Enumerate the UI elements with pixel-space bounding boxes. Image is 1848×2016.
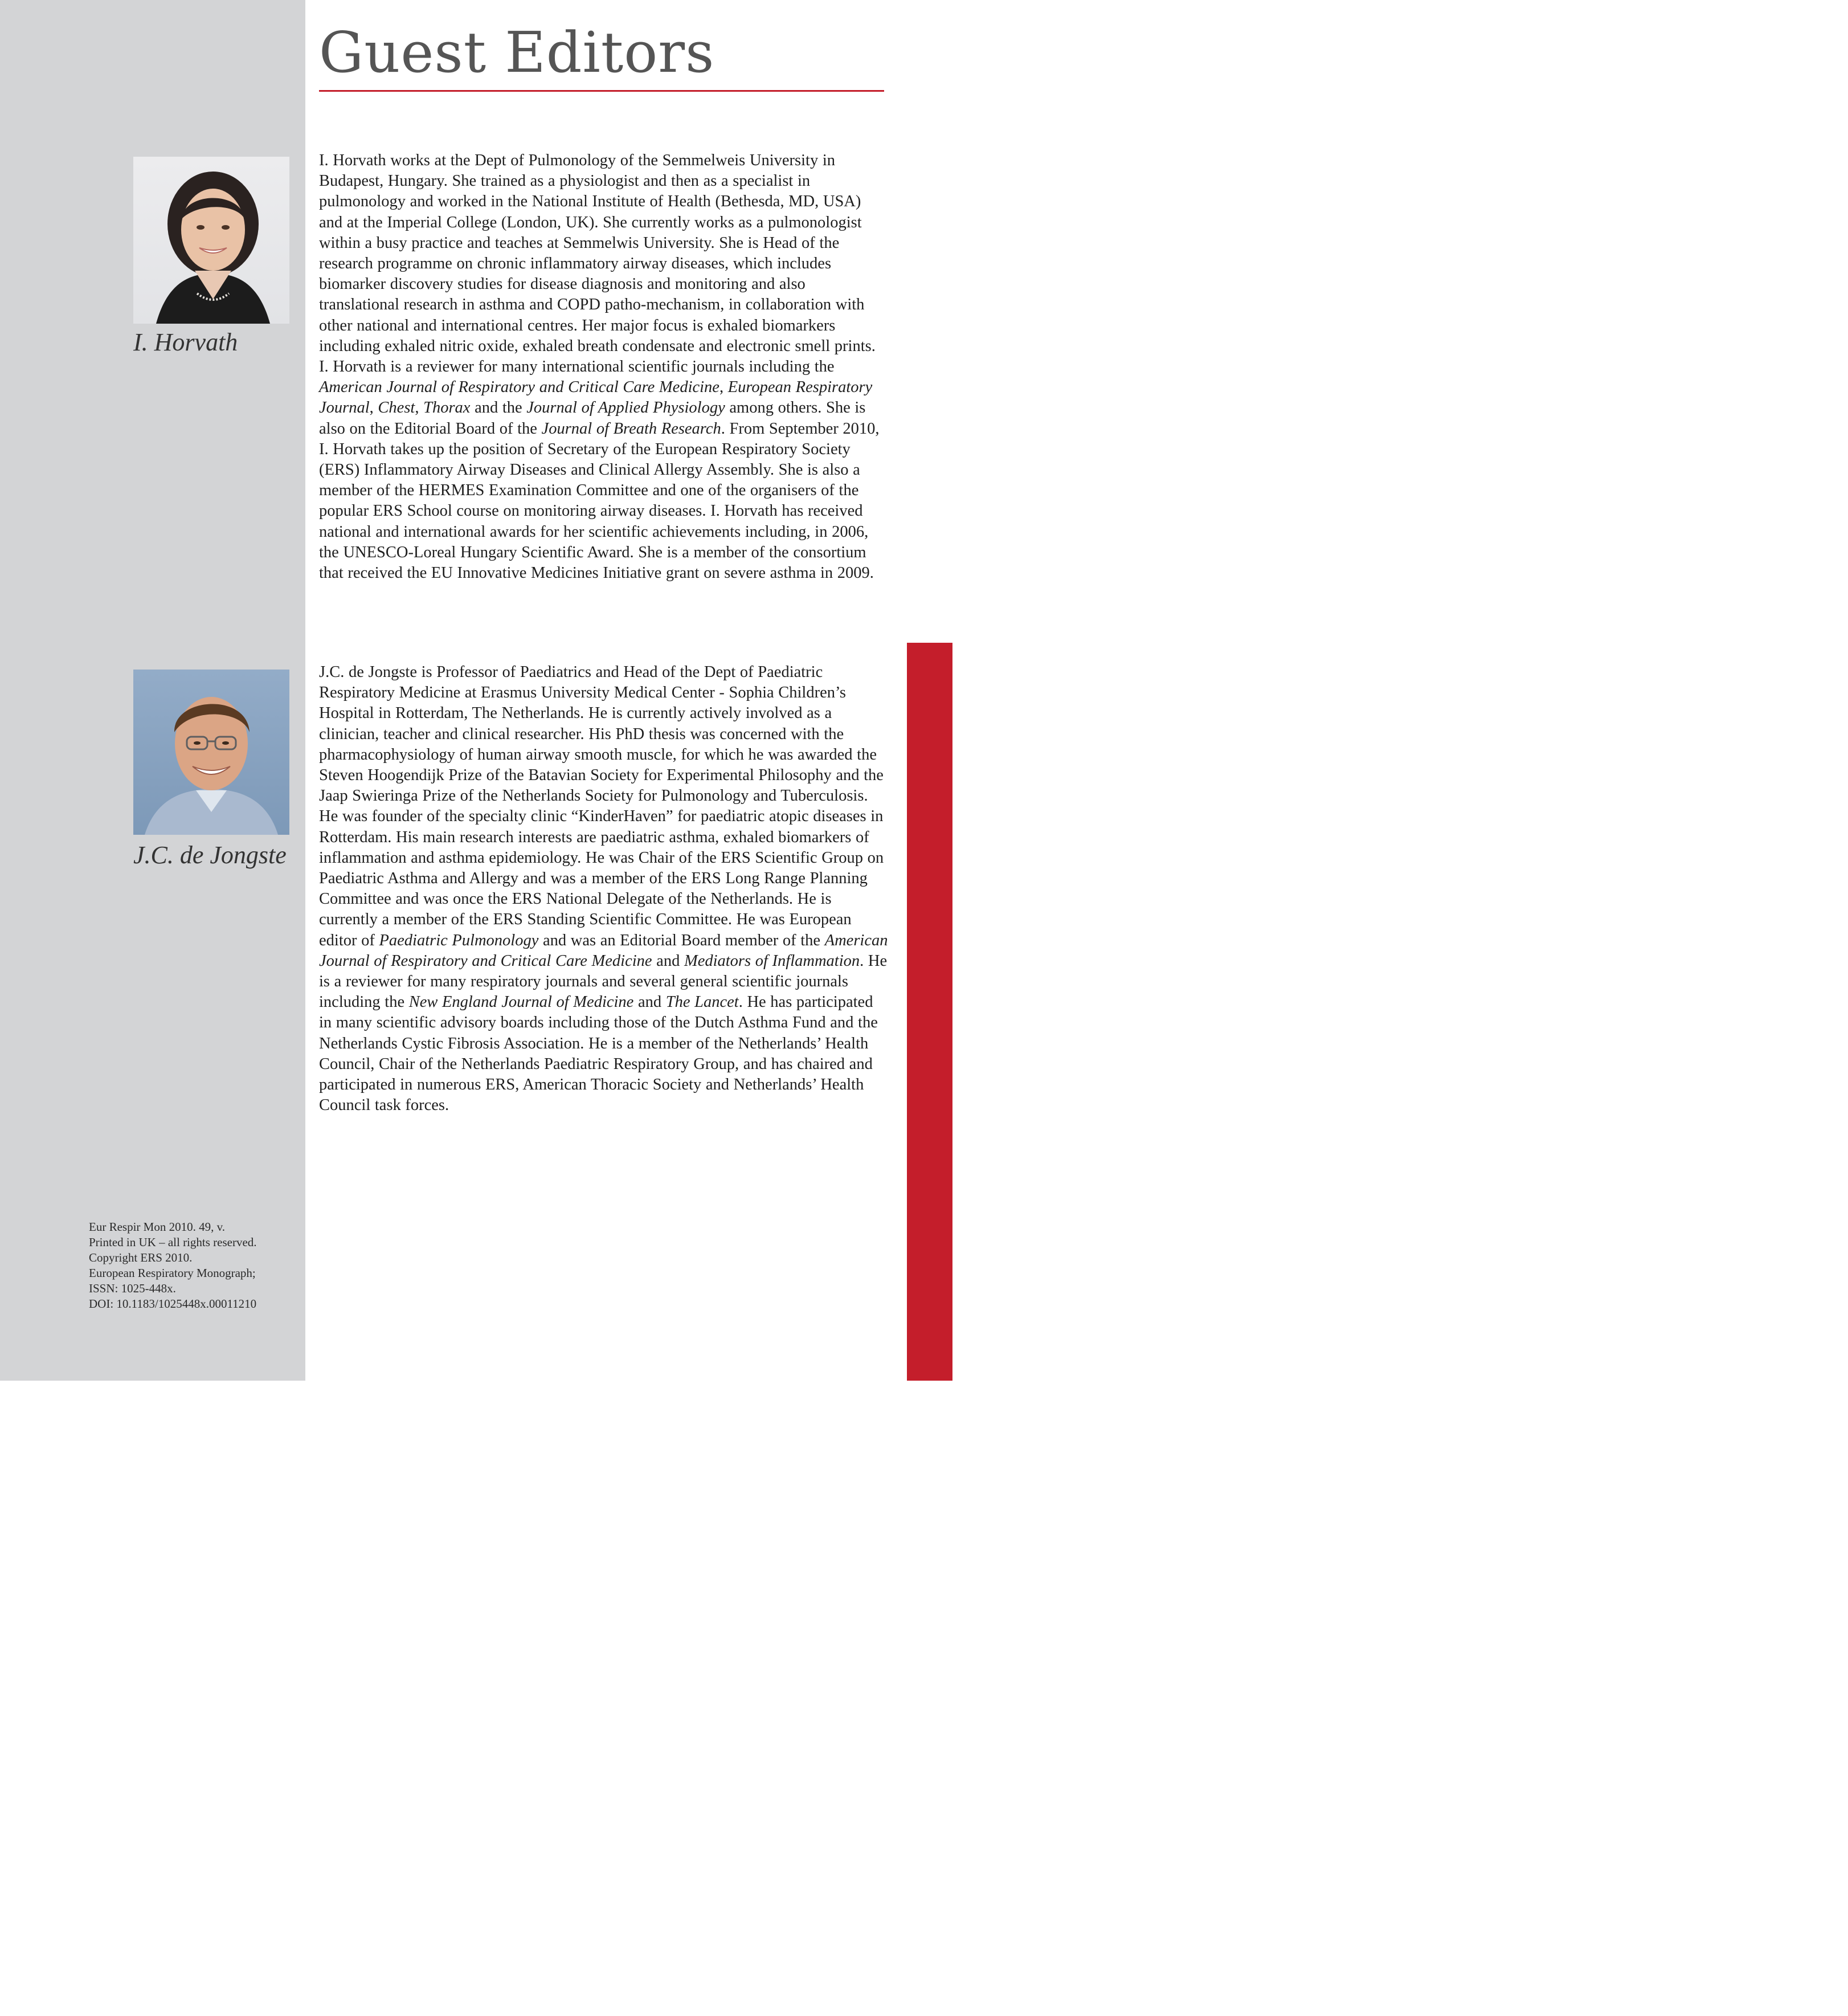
bio-text: , [415,399,424,417]
citation-issn: ISSN: 1025-448x. [89,1282,176,1295]
bio-text: . From September 2010, I. Horvath takes up the position of Secretary of the European Respiratory Society (ERS) Inflammatory Airway Diseases and Clinical Allergy Assembly. She is also a member of the HERMES Examination Committee and one of the organisers of the popular ERS School course on monitoring airway diseases. I. Horvath has received national and international awards for her scientific achievements including, in 2006, the UNESCO-Loreal Hungary Scientific Award. She is a member of the consortium that received the EU Innovative Medicines Initiative grant on severe asthma in 2009. [319,419,880,582]
title-underline [319,90,884,92]
journal-title: American Journal of Respiratory and Critical Care Medicine [319,931,888,970]
journal-title: European Respiratory Journal [319,378,873,417]
next-page-arrow-icon[interactable]: > [1825,1996,1848,2013]
bio-text: I. Horvath works at the Dept of Pulmonology of the Semmelweis University in Budapest, Hungary. She trained as a physiologist and then as a specialist in pulmonology and worked in the National Institute of Health (Bethesda, MD, USA) and at the Imperial College (London, UK). She currently works as a pulmonologist within a busy practice and teaches at Semmelwis University. She is Head of the research programme on chronic inflammatory airway diseases, which includes biomarker discovery studies for disease diagnosis and monitoring and also translational research in asthma and COPD patho-mechanism, in collaboration with other national and international centres. Her major focus is exhaled biomarkers including exhaled nitric oxide, exhaled breath condensate and electronic smell prints. I. Horvath is a reviewer for many international scientific journals including the [319,152,876,376]
journal-title: Journal of Applied Physiology [526,399,725,417]
citation-doi: DOI: 10.1183/1025448x.00011210 [89,1297,257,1311]
bio-text: . He is a reviewer for many respiratory journals and several general scientific journals including the [319,952,888,1011]
journal-title: American Journal of Respiratory and Critical Care Medicine [319,378,719,397]
journal-title: New England Journal of Medicine [408,993,634,1011]
portrait-photo-man-icon [133,670,289,835]
bio-text: . He has participated in many scientific advisory boards including those of the Dutch Asthma Fund and the Netherlands Cystic Fibrosis Association. He is a member of the Netherlands’ Health Council, Chair of the Netherlands Paediatric Respiratory Group, and has chaired and participated in numerous ERS, American Thoracic Society and Netherlands’ Health Council task forces. [319,993,878,1115]
red-side-tab [907,643,1848,2013]
journal-title: Paediatric Pulmonology [379,931,539,949]
editor-name-horvath: I. Horvath [133,328,238,356]
journal-title: The Lancet [665,993,739,1011]
portrait-photo-woman-icon [133,157,289,324]
bio-text: and [633,993,666,1011]
journal-title: Mediators of Inflammation [684,952,860,970]
editor-name-de-jongste: J.C. de Jongste [133,841,287,869]
citation-copyright: Copyright ERS 2010. [89,1251,193,1264]
editor-bio-horvath [319,150,889,583]
bio-text: , [719,378,728,397]
journal-title: Chest [378,399,415,417]
bio-text: among others. She is also on the Editorial Board of the [319,399,866,438]
journal-title: Journal of Breath Research [541,419,721,438]
citation-printed: Printed in UK – all rights reserved. [89,1235,257,1249]
bio-text: and [652,952,684,970]
bio-text: , [369,399,378,417]
bio-text: J.C. de Jongste is Professor of Paediatrics and Head of the Dept of Paediatric Respiratory Medicine at Erasmus University Medical Center - Sophia Children’s Hospital in Rotterdam, The Netherlands. He is currently actively involved as a clinician, teacher and clinical researcher. His PhD thesis was concerned with the pharmacophysiology of human airway smooth muscle, for which he was awarded the Steven Hoogendijk Prize of the Batavian Society for Experimental Philosophy and the Jaap Swieringa Prize of the Netherlands Society for Pulmonology and Tuberculosis. He was founder of the specialty clinic “KinderHaven” for paediatric atopic diseases in Rotterdam. His main research interests are paediatric asthma, exhaled biomarkers of inflammation and asthma epidemiology. He was Chair of the ERS Scientific Group on Paediatric Asthma and Allergy and was a member of the ERS Long Range Planning Committee and was once the ERS National Delegate of the Netherlands. He is currently a member of the ERS Standing Scientific Committee. He was European editor of [319,663,884,949]
bio-text: and was an Editorial Board member of the [538,931,825,949]
journal-title: Thorax [423,399,471,417]
citation-block [89,1219,301,1312]
citation-monograph: European Respiratory Monograph; [89,1266,256,1280]
page-title: Guest Editors [319,21,715,85]
bio-text: and the [470,399,527,417]
citation-journal: Eur Respir Mon 2010. 49, v. [89,1220,225,1234]
editor-bio-de-jongste [319,662,889,1116]
